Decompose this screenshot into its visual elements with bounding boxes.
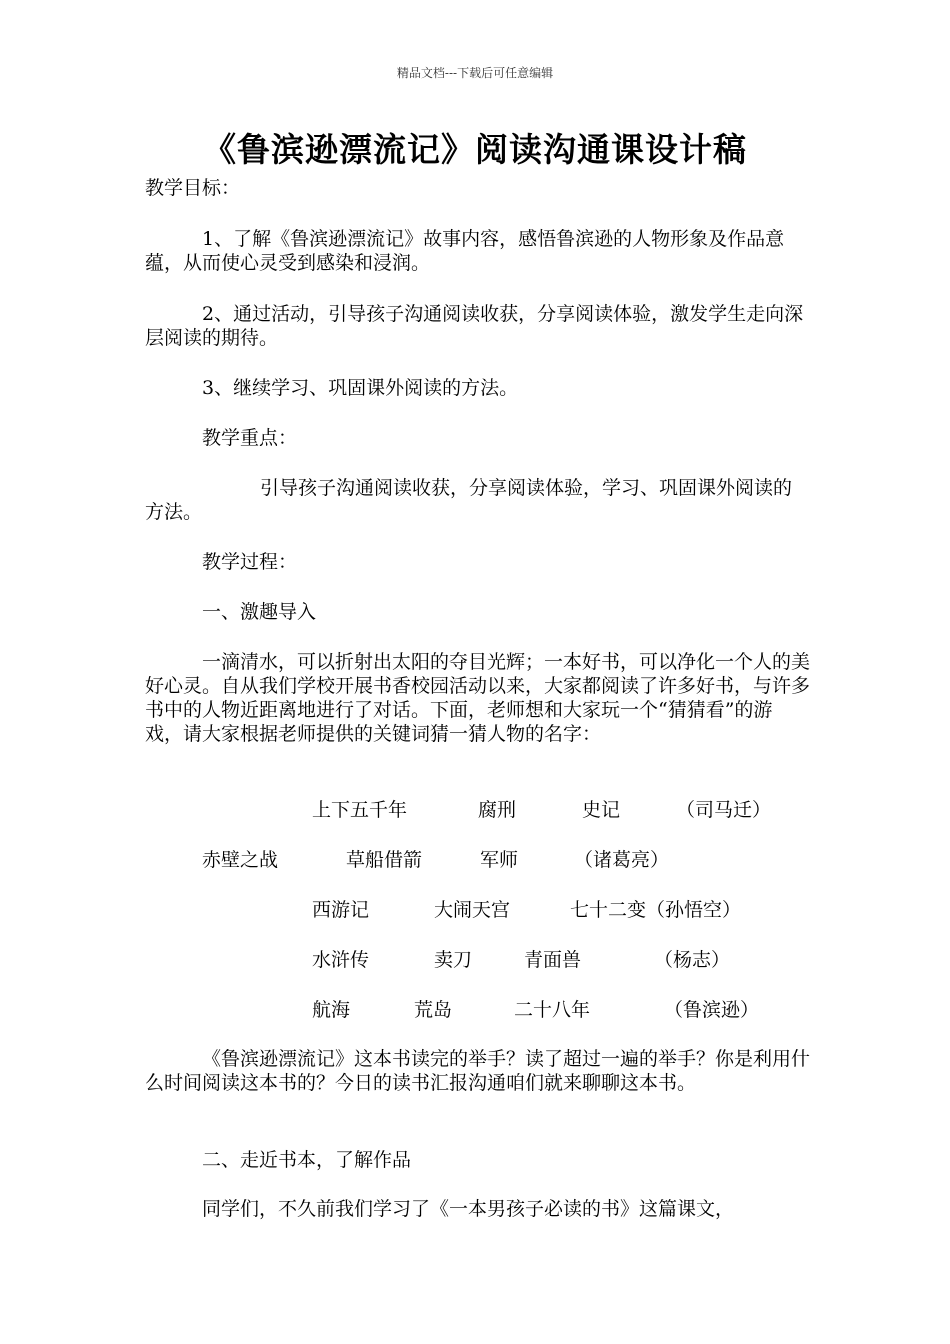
step-2-heading: 二、走近书本，了解作品	[202, 1149, 412, 1171]
guess-keyword: 青面兽	[524, 949, 582, 971]
step-1-heading: 一、激趣导入	[202, 601, 317, 623]
guess-keyword: 二十八年	[514, 999, 591, 1021]
guess-keyword: 大闹天宫	[434, 899, 511, 921]
guess-keyword: 赤壁之战	[202, 849, 279, 871]
step-1-paragraph: 一滴清水，可以折射出太阳的夺目光辉；一本好书，可以净化一个人的美好心灵。自从我们学校开展书香校园活动以来，大家都阅读了许多好书，与许多书中的人物近距离地进行了对话。下面，老师想和大家玩一个“猜猜看”的游戏，请大家根据老师提供的关键词猜一猜人物的名字：	[145, 651, 811, 745]
guess-keyword: 卖刀	[434, 949, 473, 971]
step-1-followup-paragraph: 《鲁滨逊漂流记》这本书读完的举手？读了超过一遍的举手？你是利用什么时间阅读这本书的？今日的读书汇报沟通咱们就来聊聊这本书。	[145, 1048, 811, 1094]
guess-keyword: 军师	[480, 849, 519, 871]
guess-keyword: 航海	[312, 999, 351, 1021]
guess-answer: （司马迁）	[676, 799, 772, 821]
guess-keyword: 水浒传	[312, 949, 370, 971]
guess-answer: （孙悟空）	[646, 899, 742, 921]
goals-heading: 教学目标：	[145, 177, 241, 199]
step-2-paragraph: 同学们，不久前我们学习了《一本男孩子必读的书》这篇课文，	[202, 1198, 735, 1220]
process-heading: 教学过程：	[202, 551, 298, 573]
guess-answer: （杨志）	[654, 949, 731, 971]
guess-keyword: 荒岛	[414, 999, 453, 1021]
guess-keyword: 史记	[582, 799, 621, 821]
document-title: 《鲁滨逊漂流记》阅读沟通课设计稿	[203, 130, 747, 169]
focus-heading: 教学重点：	[202, 427, 298, 449]
guess-keyword: 七十二变	[570, 899, 647, 921]
guess-keyword: 上下五千年	[312, 799, 408, 821]
guess-answer: （诸葛亮）	[574, 849, 670, 871]
goal-2-paragraph: 2、通过活动，引导孩子沟通阅读收获，分享阅读体验，激发学生走向深层阅读的期待。	[145, 303, 804, 349]
guess-answer: （鲁滨逊）	[664, 999, 760, 1021]
goal-1-paragraph: 1、了解《鲁滨逊漂流记》故事内容，感悟鲁滨逊的人物形象及作品意蕴，从而使心灵受到感染和浸润。	[145, 228, 785, 274]
focus-paragraph: 引导孩子沟通阅读收获，分享阅读体验，学习、巩固课外阅读的方法。	[145, 477, 793, 523]
guess-keyword: 腐刑	[478, 799, 517, 821]
header-note: 精品文档---下载后可任意编辑	[396, 66, 554, 80]
guess-keyword: 草船借箭	[346, 849, 423, 871]
goal-3-paragraph: 3、继续学习、巩固课外阅读的方法。	[202, 377, 519, 399]
guess-keyword: 西游记	[312, 899, 370, 921]
